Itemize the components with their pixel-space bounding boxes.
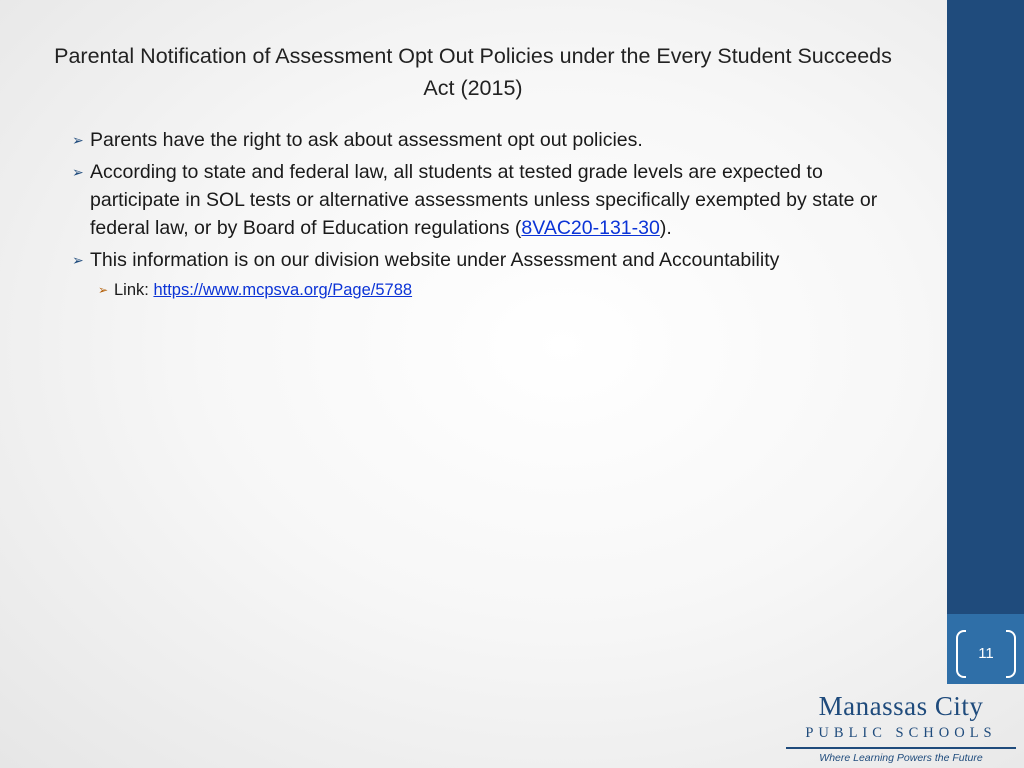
bullet-text: Parents have the right to ask about assessment opt out policies. (90, 129, 643, 151)
school-logo (780, 690, 1022, 766)
sub-bullet-item (98, 278, 892, 302)
slide-title: Parental Notification of Assessment Opt Out Policies under the Every Student Succeeds Act (2015) (54, 44, 892, 100)
arrow-bullet-icon: ➢ (72, 132, 84, 148)
right-brace-icon (1006, 630, 1016, 678)
bullet-text: According to state and federal law, all students at tested grade levels are expected to participate in SOL tests or alternative assessments unless specifically exempted by state or federal law, or by Board of Education regulations (8VAC20-131-30). (90, 161, 878, 239)
regulation-link[interactable]: 8VAC20-131-30 (521, 217, 660, 239)
logo-name: Manassas City (818, 691, 984, 721)
sub-bullet-text: Link: https://www.mcpsva.org/Page/5788 (114, 281, 413, 299)
bullet-item (72, 126, 892, 154)
page-number (956, 628, 1016, 678)
logo-tagline: Where Learning Powers the Future (819, 752, 983, 764)
bullet-text: This information is on our division website under Assessment and Accountability (90, 249, 780, 271)
arrow-bullet-icon: ➢ (98, 283, 109, 297)
arrow-bullet-icon: ➢ (72, 252, 84, 268)
sidebar-band (947, 0, 1024, 614)
logo-sub: PUBLIC SCHOOLS (805, 725, 997, 741)
bullet-list (72, 126, 892, 306)
bullet-item (72, 246, 892, 274)
page-number-text: 11 (978, 644, 994, 662)
arrow-bullet-icon: ➢ (72, 164, 84, 180)
logo-divider (786, 747, 1016, 749)
left-brace-icon (956, 630, 966, 678)
bullet-item (72, 158, 892, 242)
website-link[interactable]: https://www.mcpsva.org/Page/5788 (153, 281, 413, 299)
